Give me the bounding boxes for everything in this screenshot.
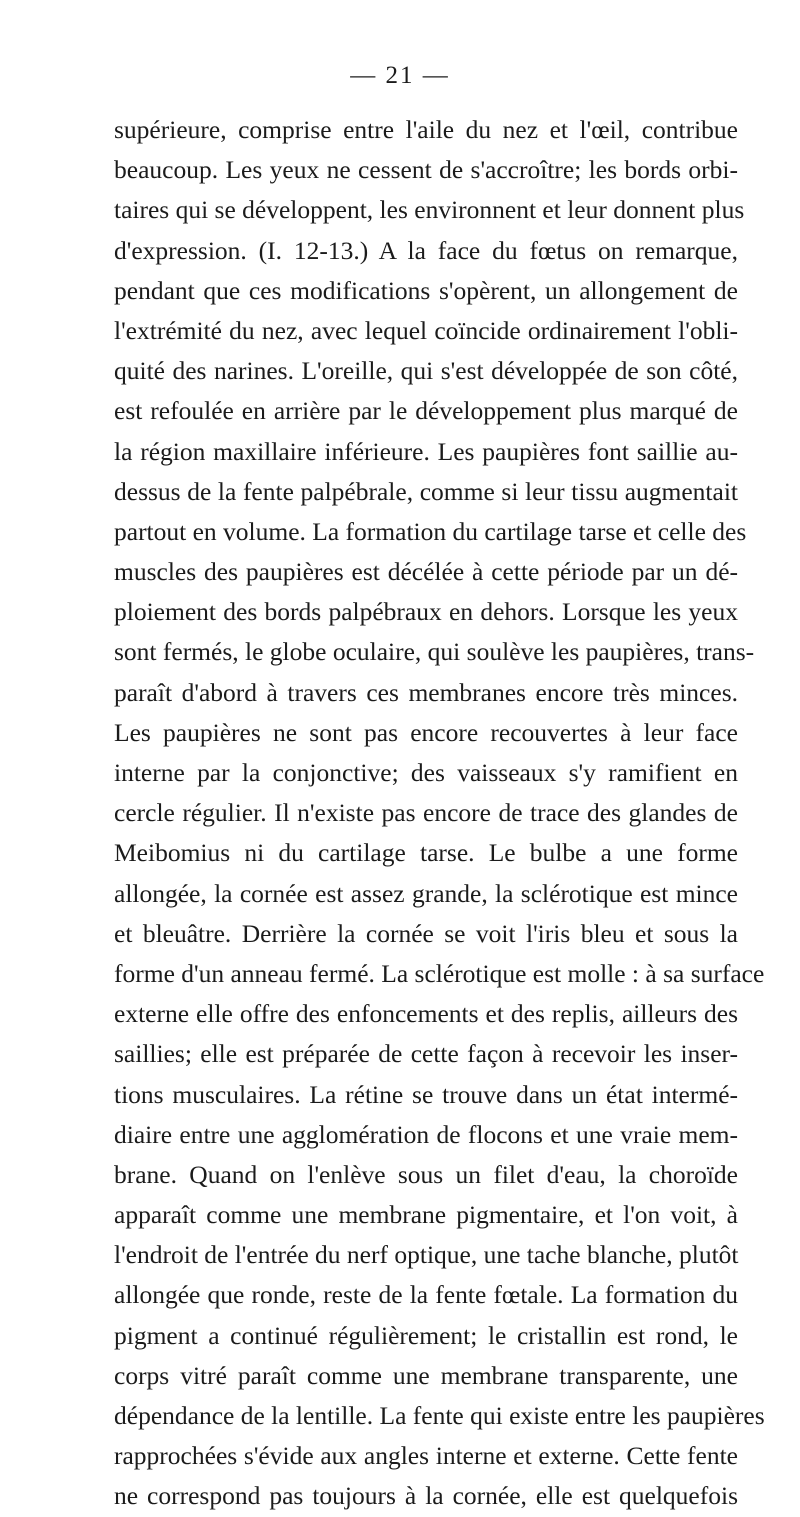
page-number: — 21 — xyxy=(350,62,450,89)
text-line: brane. Quand on l'enlève sous un filet d'eau, la choroïde xyxy=(114,1159,738,1189)
text-line: partout en volume. La formation du cartilage tarse et celle des xyxy=(114,516,747,546)
text-line: cercle régulier. Il n'existe pas encore de trace des glandes de xyxy=(114,798,738,828)
text-line: saillies; elle est préparée de cette façon à recevoir les inser- xyxy=(114,1039,738,1069)
text-line: sont fermés, le globe oculaire, qui soulève les paupières, trans- xyxy=(114,637,755,667)
text-line: tions musculaires. La rétine se trouve dans un état intermé- xyxy=(114,1079,738,1109)
body-text xyxy=(114,110,765,1517)
text-line: beaucoup. Les yeux ne cessent de s'accroître; les bords orbi- xyxy=(114,155,738,185)
text-line: pendant que ces modifications s'opèrent, un allongement de xyxy=(114,275,738,305)
text-line: rapprochées s'évide aux angles interne et externe. Cette fente xyxy=(114,1441,738,1471)
text-line: supérieure, comprise entre l'aile du nez et l'œil, contribue xyxy=(114,115,738,144)
text-line: muscles des paupières est décélée à cette période par un dé- xyxy=(114,557,738,587)
text-line: d'expression. (I. 12-13.) A la face du fœtus on remarque, xyxy=(114,235,738,265)
text-line: l'extrémité du nez, avec lequel coïncide ordinairement l'obli- xyxy=(114,315,738,345)
text-line: pigment a continué régulièrement; le cristallin est rond, le xyxy=(114,1320,738,1350)
text-line: externe elle offre des enfoncements et des replis, ailleurs des xyxy=(114,999,738,1029)
text-line: allongée que ronde, reste de la fente fœtale. La formation du xyxy=(114,1280,738,1310)
text-line: interne par la conjonctive; des vaisseaux s'y ramifient en xyxy=(114,758,738,787)
text-line: dépendance de la lentille. La fente qui existe entre les paupières xyxy=(114,1401,765,1430)
text-line: diaire entre une agglomération de flocons et une vraie mem- xyxy=(114,1119,738,1149)
text-line: paraît d'abord à travers ces membranes encore très minces. xyxy=(114,677,738,707)
text-line: ploiement des bords palpébraux en dehors. Lorsque les yeux xyxy=(114,597,738,627)
text-line: ne correspond pas toujours à la cornée, elle est quelquefois xyxy=(114,1481,738,1511)
text-line: et bleuâtre. Derrière la cornée se voit l'iris bleu et sous la xyxy=(114,918,738,948)
text-line: dessus de la fente palpébrale, comme si leur tissu augmentait xyxy=(114,476,738,506)
text-line: quité des narines. L'oreille, qui s'est développée de son côté, xyxy=(114,356,738,386)
text-line: corps vitré paraît comme une membrane transparente, une xyxy=(114,1360,738,1390)
text-line: la région maxillaire inférieure. Les paupières font saillie au- xyxy=(114,436,738,466)
text-line: Les paupières ne sont pas encore recouvertes à leur face xyxy=(114,717,738,747)
text-line: forme d'un anneau fermé. La sclérotique est molle : à sa surface xyxy=(114,958,765,988)
text-line: est refoulée en arrière par le développement plus marqué de xyxy=(114,396,738,426)
text-line: allongée, la cornée est assez grande, la sclérotique est mince xyxy=(114,878,738,908)
text-line: apparaît comme une membrane pigmentaire, et l'on voit, à xyxy=(114,1200,738,1230)
text-line: taires qui se développent, les environnent et leur donnent plus xyxy=(114,195,745,225)
text-line: Meibomius ni du cartilage tarse. Le bulbe a une forme xyxy=(114,838,738,868)
text-line: l'endroit de l'entrée du nerf optique, une tache blanche, plutôt xyxy=(114,1240,739,1270)
